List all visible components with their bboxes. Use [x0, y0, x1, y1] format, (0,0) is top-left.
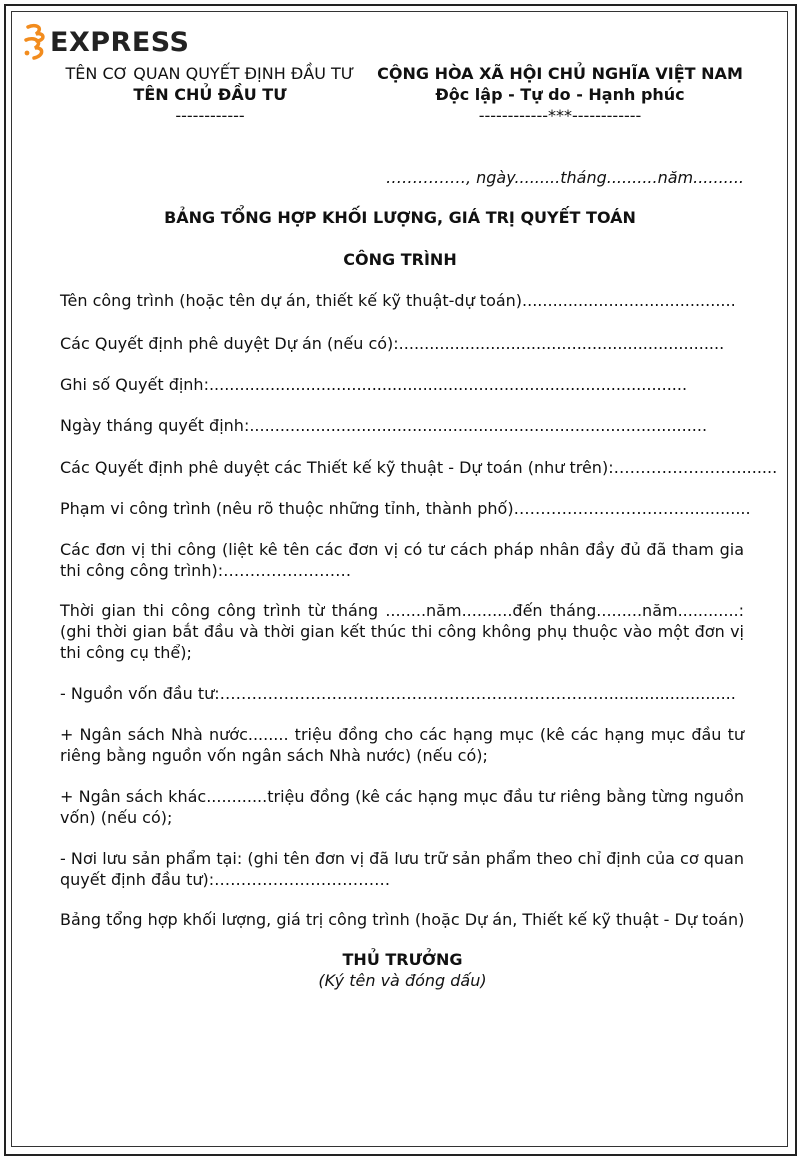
field-decision-date: Ngày tháng quyết định:..........................................................................................	[60, 416, 708, 435]
field-contractors: Các đơn vị thi công (liệt kê tên các đơn vị có tư cách pháp nhân đầy đủ đã tham gia thi công công trình):……………………	[60, 540, 744, 580]
field-other-budget: + Ngân sách khác............triệu đồng (kê các hạng mục đầu tư riêng bằng từng nguồn vốn) (nếu có);	[60, 787, 744, 827]
logo-mark-icon	[22, 22, 48, 62]
field-summary-table: Bảng tổng hợp khối lượng, giá trị công trình (hoặc Dự án, Thiết kế kỹ thuật - Dự toán)	[60, 910, 745, 929]
agency-name: TÊN CƠ QUAN QUYẾT ĐỊNH ĐẦU TƯ	[65, 64, 355, 83]
header-right	[355, 63, 765, 126]
document-subtitle: CÔNG TRÌNH	[343, 250, 457, 269]
investor-name: TÊN CHỦ ĐẦU TƯ	[133, 85, 287, 104]
signature-title: THỦ TRƯỞNG	[342, 950, 463, 969]
header-right-divider: ------------***------------	[478, 106, 642, 125]
header-left-divider: ------------	[175, 106, 245, 125]
field-investment-source: - Nguồn vốn đầu tư:………………………………………………………………..........................	[60, 684, 736, 703]
national-motto: Độc lập - Tự do - Hạnh phúc	[435, 85, 685, 104]
field-project-scope: Phạm vi công trình (nêu rõ thuộc những tỉnh, thành phố)……………………………............	[60, 499, 751, 518]
field-state-budget: + Ngân sách Nhà nước........ triệu đồng cho các hạng mục (kê các hạng mục đầu tư riêng bằng nguồn vốn ngân sách Nhà nước) (nếu có);	[60, 725, 744, 765]
logo-text: EXPRESS	[50, 26, 190, 58]
field-approval-decisions: Các Quyết định phê duyệt Dự án (nếu có):................................................................	[60, 334, 725, 353]
field-design-approvals: Các Quyết định phê duyệt các Thiết kế kỹ thuật - Dự toán (như trên):…………………….......	[60, 458, 778, 477]
express-logo	[22, 20, 189, 64]
national-title: CỘNG HÒA XÃ HỘI CHỦ NGHĨA VIỆT NAM	[377, 64, 743, 83]
document-title: BẢNG TỔNG HỢP KHỐI LƯỢNG, GIÁ TRỊ QUYẾT TOÁN	[164, 208, 636, 227]
field-archive-location: - Nơi lưu sản phẩm tại: (ghi tên đơn vị đã lưu trữ sản phẩm theo chỉ định của cơ quan quyết định đầu tư):……………………………	[60, 849, 744, 889]
field-decision-number: Ghi số Quyết định:..............................................................................................	[60, 375, 688, 394]
date-line: ……………, ngày.........tháng..........năm..........	[385, 168, 744, 187]
field-construction-period: Thời gian thi công công trình từ tháng ........năm..........đến tháng.........năm............: (ghi thời gian bắt đầu và thời gian kết thúc thi công không phụ thuộc vào một đơn vị thi công cụ thể);	[60, 601, 744, 662]
field-project-name: Tên công trình (hoặc tên dự án, thiết kế kỹ thuật-dự toán)..........................................	[60, 291, 736, 310]
header-left	[45, 63, 375, 126]
signature-note: (Ký tên và đóng dấu)	[318, 971, 487, 990]
